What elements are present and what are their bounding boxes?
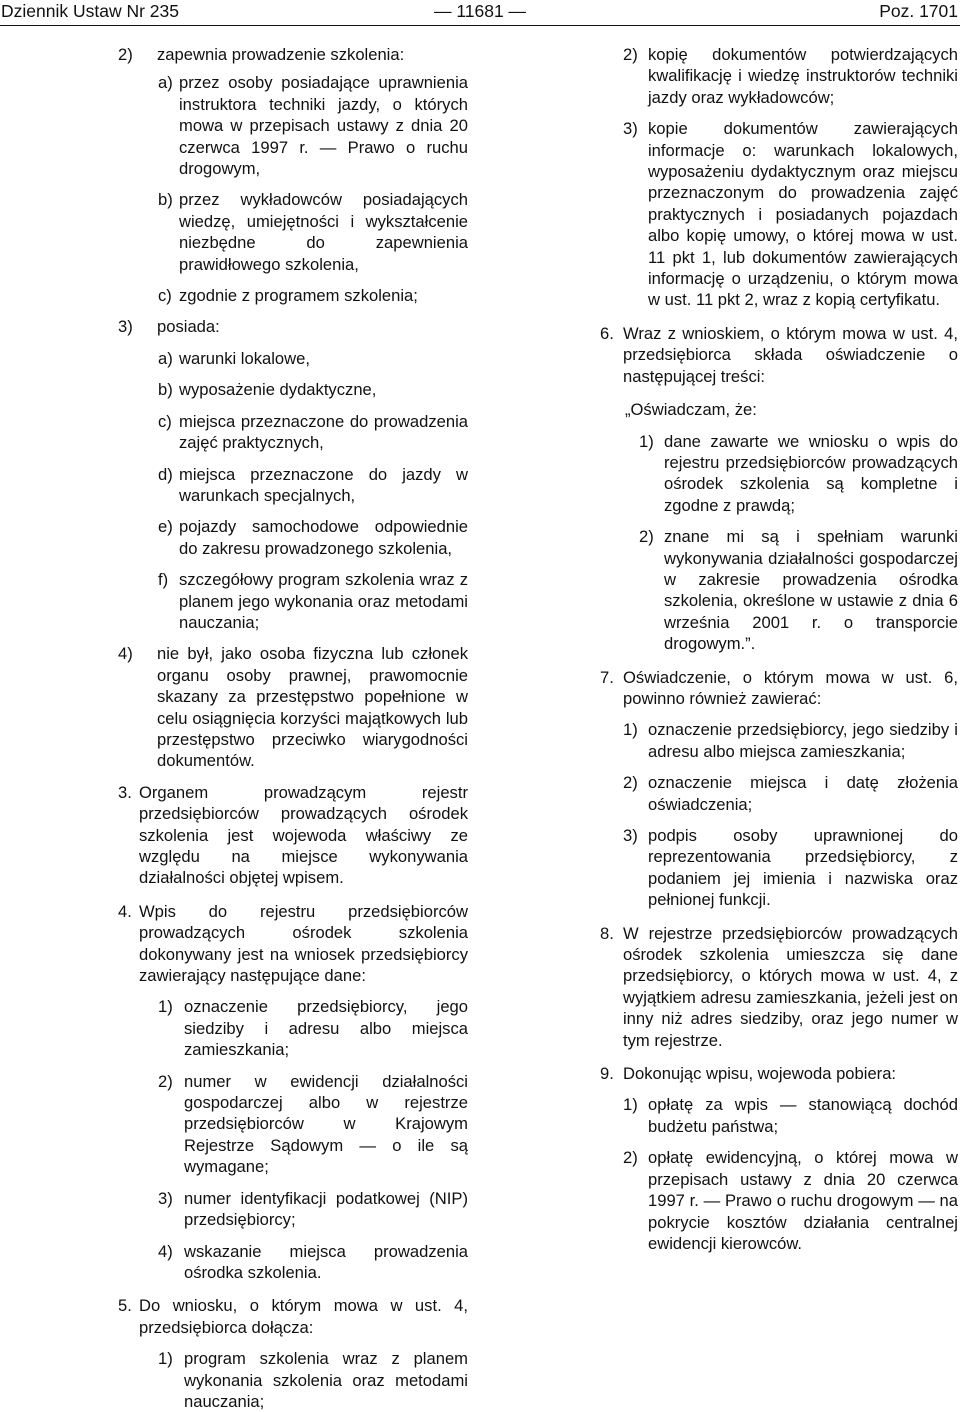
header-rule — [0, 25, 960, 26]
left-column — [118, 44, 468, 1412]
list-item: 1) oznaczenie przedsiębiorcy, jego siedziby i adresu albo miejsca zamieszkania; — [623, 720, 958, 761]
list-item: 2) znane mi są i spełniam warunki wykonywania działalności gospodarczej w zakresie prowadzenia ośrodka szkolenia, określone w ustawie z dnia 6 września 2001 r. o transporcie drogowym.”. — [639, 527, 958, 654]
list-item: 2) kopię dokumentów potwierdzających kwalifikację i wiedzę instruktorów techniki jazdy oraz wykładowców; — [623, 45, 958, 107]
list-item: b) wyposażenie dydaktyczne, — [158, 380, 377, 400]
list-item: 3) podpis osoby uprawnionej do reprezentowania przedsiębiorcy, z podaniem jej imienia i nazwiska oraz pełnionej funkcji. — [623, 826, 958, 910]
list-item: 2) oznaczenie miejsca i datę złożenia oświadczenia; — [623, 773, 958, 814]
list-item: 4) wskazanie miejsca prowadzenia ośrodka szkolenia. — [158, 1241, 468, 1282]
list-item: 2) numer w ewidencji działalności gospodarczej albo w rejestrze przedsiębiorców w Krajowym Rejestrze Sądowym — o ile są wymagane; — [158, 1071, 468, 1177]
position-number: Poz. 1701 — [879, 1, 958, 21]
list-item: 2) zapewnia prowadzenie szkolenia: — [118, 45, 405, 64]
list-item: 1) program szkolenia wraz z planem wykonania szkolenia oraz metodami nauczania; — [158, 1349, 468, 1411]
list-item: 1) dane zawarte we wniosku o wpis do rejestru przedsiębiorców prowadzących ośrodek szkolenia są kompletne i zgodne z prawdą; — [639, 431, 958, 515]
section-paragraph: 8. W rejestrze przedsiębiorców prowadzących ośrodek szkolenia umieszcza się dane przedsiębiorcy, o których mowa w ust. 4, z wyjątkiem adresu zamieszkania, jeżeli jest on inny niż adres siedziby, oraz jego numer w tym rejestrze. — [600, 923, 958, 1050]
list-item: c) miejsca przeznaczone do prowadzenia zajęć praktycznych, — [158, 411, 468, 453]
list-item: b) przez wykładowców posiadających wiedzę, umiejętności i wykształcenie niezbędne do zapewnienia prawidłowego szkolenia, — [158, 190, 468, 274]
section-paragraph: 3. Organem prowadzącym rejestr przedsiębiorców prowadzących ośrodek szkolenia jest wojewoda właściwy ze względu na miejsce wykonywania działalności objętej wpisem. — [118, 782, 468, 888]
page-header — [0, 0, 960, 22]
section-paragraph: 5. Do wniosku, o którym mowa w ust. 4, przedsiębiorca dołącza: — [118, 1296, 468, 1337]
list-item: 4) nie był, jako osoba fizyczna lub członek organu osoby prawnej, prawomocnie skazany za przestępstwo popełnione w celu osiągnięcia korzyści majątkowych lub przestępstwo przeciwko wiarygodności dokumentów. — [118, 644, 468, 771]
list-item: a) warunki lokalowe, — [158, 348, 310, 368]
section-paragraph: 4. Wpis do rejestru przedsiębiorców prowadzących ośrodek szkolenia dokonywany jest na wniosek przedsiębiorcy zawierający następujące dane: — [118, 901, 468, 986]
list-item: 3) kopie dokumentów zawierających informacje o: warunkach lokalowych, wyposażeniu dydaktycznym oraz miejscu przeznaczonym do prowadzenia zajęć praktycznych i posiadanych pojazdach albo kopię umowy, o której mowa w ust. 11 pkt 1, lub dokumentów zawierających informację o urządzeniu, o którym mowa w ust. 11 pkt 2, wraz z kopią certyfikatu. — [623, 119, 958, 310]
section-paragraph: 7. Oświadczenie, o którym mowa w ust. 6, powinno również zawierać: — [600, 667, 958, 708]
list-item: c) zgodnie z programem szkolenia; — [158, 286, 418, 306]
page-number: — 11681 — — [433, 1, 527, 21]
list-item: 1) opłatę za wpis — stanowiącą dochód budżetu państwa; — [623, 1095, 958, 1136]
journal-title: Dziennik Ustaw Nr 235 — [1, 1, 179, 21]
quoted-statement: „Oświadczam, że: — [625, 400, 757, 420]
list-item: 2) opłatę ewidencyjną, o której mowa w przepisach ustawy z dnia 20 czerwca 1997 r. — Prawo o ruchu drogowym — na pokrycie kosztów działania centralnej ewidencji kierowców. — [623, 1148, 958, 1253]
list-item: f) szczegółowy program szkolenia wraz z planem jego wykonania oraz metodami nauczania; — [158, 570, 468, 632]
list-item: 1) oznaczenie przedsiębiorcy, jego siedziby i adresu albo miejsca zamieszkania; — [158, 997, 468, 1060]
list-item: e) pojazdy samochodowe odpowiednie do zakresu prowadzonego szkolenia, — [158, 517, 468, 558]
list-item: 3) posiada: — [118, 317, 220, 337]
section-paragraph: 6. Wraz z wnioskiem, o którym mowa w ust. 4, przedsiębiorca składa oświadczenie o następującej treści: — [600, 323, 958, 386]
right-column — [600, 44, 958, 1254]
list-item: d) miejsca przeznaczone do jazdy w warunkach specjalnych, — [158, 464, 468, 505]
list-item: a) przez osoby posiadające uprawnienia instruktora techniki jazdy, o których mowa w przepisach ustawy z dnia 20 czerwca 1997 r. — Prawo o ruchu drogowym, — [158, 73, 468, 179]
list-item: 3) numer identyfikacji podatkowej (NIP) przedsiębiorcy; — [158, 1188, 468, 1230]
section-paragraph: 9. Dokonując wpisu, wojewoda pobiera: — [600, 1064, 897, 1084]
